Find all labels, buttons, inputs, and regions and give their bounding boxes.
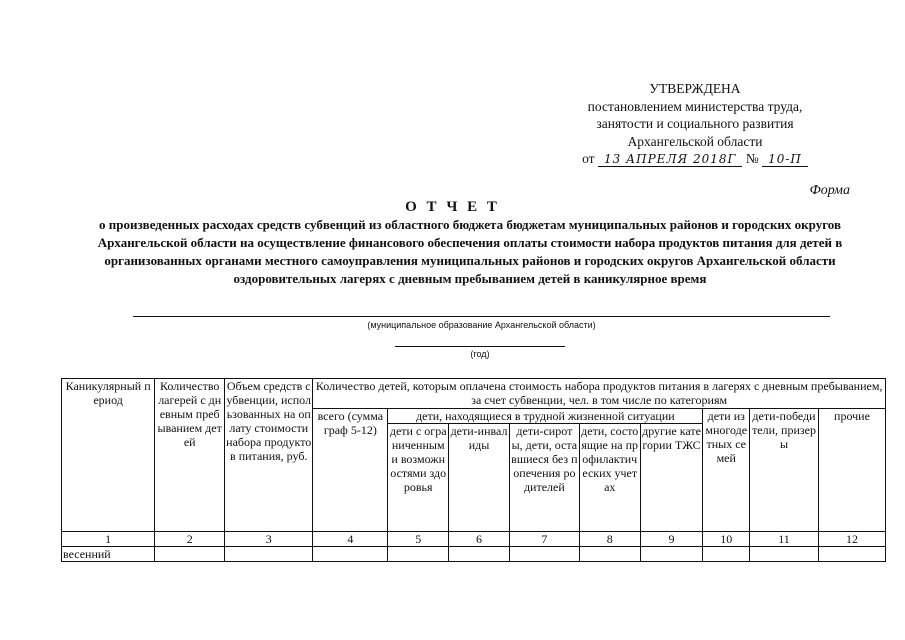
approval-block <box>560 80 830 169</box>
header-winners: дети-победители, призеры <box>750 409 819 532</box>
column-number: 8 <box>579 532 640 547</box>
header-total: всего (сумма граф 5-12) <box>313 409 388 532</box>
municipality-caption: (муниципальное образование Архангельской области) <box>367 320 596 330</box>
row-label-spring: весенний <box>62 547 155 562</box>
header-period: Каникулярный период <box>62 379 155 532</box>
date-prefix: от <box>582 151 595 166</box>
header-other: прочие <box>818 409 885 532</box>
table-cell[interactable] <box>579 547 640 562</box>
table-cell[interactable] <box>449 547 510 562</box>
header-difficult-situation: дети, находящиеся в трудной жизненной ситуации <box>388 409 703 424</box>
header-disabled: дети-инвалиды <box>449 424 510 532</box>
header-large-families: дети из многодетных семей <box>703 409 750 532</box>
header-orphans: дети-сироты, дети, оставшиеся без попечения родителей <box>509 424 579 532</box>
header-children-group: Количество детей, которым оплачена стоимость набора продуктов питания в лагерях с дневным пребыванием, за счет субвенции, чел. в том числе по категориям <box>313 379 886 409</box>
column-number: 4 <box>313 532 388 547</box>
approval-line-3: Архангельской области <box>627 133 763 149</box>
handwritten-date: 13 АПРЕЛЯ 2018Г <box>598 152 742 167</box>
year-line[interactable] <box>395 346 565 347</box>
report-title: О Т Ч Е Т <box>405 199 500 215</box>
table-cell[interactable] <box>640 547 703 562</box>
approval-status: УТВЕРЖДЕНА <box>649 81 741 96</box>
column-number: 6 <box>449 532 510 547</box>
table-row <box>62 547 886 562</box>
column-number: 1 <box>62 532 155 547</box>
column-number: 2 <box>155 532 225 547</box>
column-number: 11 <box>750 532 819 547</box>
approval-line-2: занятости и социального развития <box>596 116 794 131</box>
table-cell[interactable] <box>509 547 579 562</box>
column-number: 10 <box>703 532 750 547</box>
column-number: 12 <box>818 532 885 547</box>
table-cell[interactable] <box>225 547 313 562</box>
column-numbers-row <box>62 532 886 547</box>
table-cell[interactable] <box>703 547 750 562</box>
handwritten-number: 10-П <box>762 152 808 167</box>
table-cell[interactable] <box>818 547 885 562</box>
table-cell[interactable] <box>750 547 819 562</box>
header-funds: Объем средств субвенции, использованных на оплату стоимости набора продуктов питания, руб. <box>225 379 313 532</box>
header-limited-health: дети с ограниченными возможностями здоровья <box>388 424 449 532</box>
approval-date-line <box>560 150 830 169</box>
year-caption: (год) <box>470 349 490 359</box>
column-number: 7 <box>509 532 579 547</box>
table-cell[interactable] <box>313 547 388 562</box>
form-label: Форма <box>809 183 850 198</box>
header-other-tjs: другие категории ТЖС <box>640 424 703 532</box>
header-camps: Количество лагерей с дневным пребыванием детей <box>155 379 225 532</box>
report-table <box>61 378 886 562</box>
header-registered: дети, состоящие на профилактических учетах <box>579 424 640 532</box>
report-subtitle: о произведенных расходах средств субвенций из областного бюджета бюджетам муниципальных районов и городских округов Архангельской области на осуществление финансового обеспечения оплаты стоимости набора продуктов питания для детей в организованных органами местного самоуправления муниципальных районов и городских округов Архангельской области оздоровительных лагерях с дневным пребыванием детей в каникулярное время <box>97 217 843 286</box>
table-cell[interactable] <box>155 547 225 562</box>
column-number: 9 <box>640 532 703 547</box>
municipality-line[interactable] <box>133 316 830 317</box>
column-number: 5 <box>388 532 449 547</box>
column-number: 3 <box>225 532 313 547</box>
number-sign: № <box>745 151 759 166</box>
approval-line-1: постановлением министерства труда, <box>587 98 803 114</box>
table-cell[interactable] <box>388 547 449 562</box>
